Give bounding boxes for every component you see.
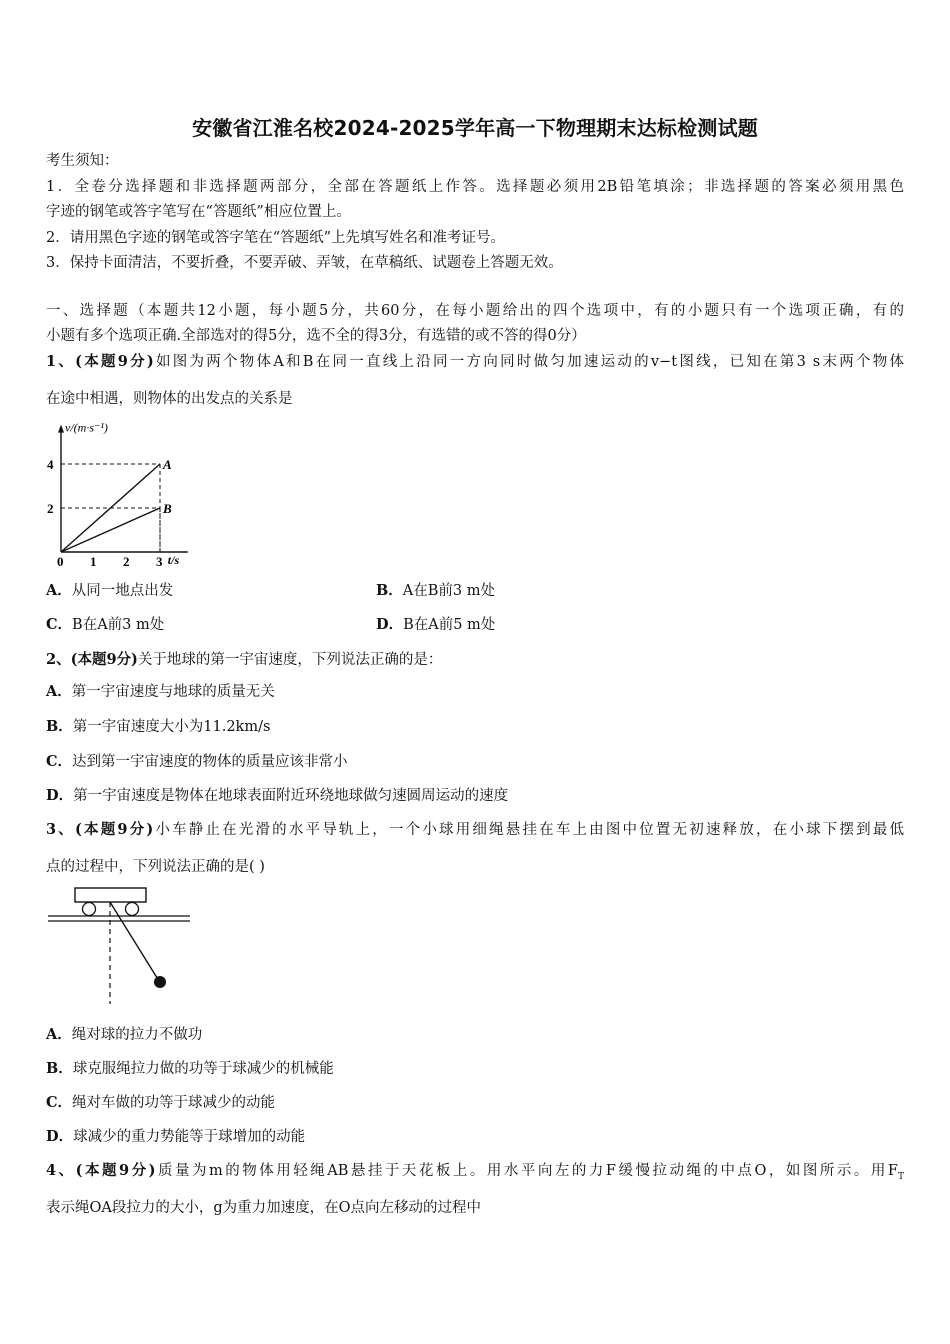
question-2-option-b[interactable]: B．第一宇宙速度大小为11.2km/s (46, 718, 271, 735)
question-2-option-d[interactable]: D．第一宇宙速度是物体在地球表面附近环绕地球做匀速圆周运动的速度 (46, 787, 509, 804)
question-1-option-c[interactable]: C．B在A前3 m处 (46, 616, 165, 633)
question-3-stem: 3、(本题9分)小车静止在光滑的水平导轨上，一个小球用细绳悬挂在车上由图中位置无初速释放，在小球下摆到最低 (46, 821, 905, 838)
question-1-stem (46, 352, 904, 372)
x-tick-label: 1 (90, 554, 97, 566)
section-heading: 一、选择题（本题共12小题，每小题5分，共60分，在每小题给出的四个选项中，有的小题只有一个选项正确，有的 (46, 303, 904, 319)
notice-item: 1．全卷分选择题和非选择题两部分，全部在答题纸上作答。选择题必须用2B铅笔填涂；非选择题的答案必须用黑色 (46, 179, 904, 195)
series-label: A (163, 457, 172, 472)
y-tick-label: 2 (47, 501, 54, 516)
question-3-option-d[interactable]: D．球减少的重力势能等于球增加的动能 (46, 1128, 306, 1145)
question-2-option-a[interactable]: A．第一宇宙速度与地球的质量无关 (46, 683, 275, 700)
cart-wheel (83, 903, 96, 916)
x-tick-label: 0 (57, 554, 64, 566)
y-tick-label: 4 (47, 457, 54, 472)
y-axis-arrow (58, 425, 64, 433)
page-title: 安徽省江淮名校2024-2025学年高一下物理期末达标检测试题 (192, 116, 758, 140)
question-score: (本题9分) (75, 353, 154, 370)
question-1-stem-cont: 在途中相遇，则物体的出发点的关系是 (46, 391, 293, 407)
notice-item: 3．保持卡面清洁，不要折叠，不要弄破、弄皱，在草稿纸、试题卷上答题无效。 (46, 255, 563, 271)
series-line-B (61, 508, 160, 552)
question-1-option-a[interactable]: A．从同一地点出发 (46, 582, 174, 599)
x-axis-label: t/s (167, 553, 180, 566)
question-3-option-a[interactable]: A．绳对球的拉力不做功 (46, 1026, 203, 1043)
question-3-option-b[interactable]: B．球克服绳拉力做的功等于球减少的机械能 (46, 1060, 334, 1077)
notice-item: 字迹的钢笔或答字笔写在“答题纸”相应位置上。 (46, 204, 351, 220)
y-axis-label: v/(m·s⁻¹) (65, 420, 108, 435)
x-tick-label: 3 (156, 554, 163, 566)
question-number: 1、 (46, 353, 76, 370)
question-3-option-c[interactable]: C．绳对车做的功等于球减少的动能 (46, 1094, 276, 1111)
notice-item: 2．请用黑色字迹的钢笔或答字笔在“答题纸”上先填写姓名和准考证号。 (46, 230, 506, 246)
x-tick-label: 2 (123, 554, 130, 566)
question-3-stem-cont: 点的过程中，下列说法正确的是( ) (46, 859, 265, 875)
question-text: 如图为两个物体A和B在同一直线上沿同一方向同时做匀加速运动的v−t图线，已知在第3 s末两个物体 (153, 354, 904, 370)
section-heading-cont: 小题有多个选项正确.全部选对的得5分，选不全的得3分，有选错的或不答的得0分） (46, 328, 586, 344)
ball (154, 976, 166, 988)
pendulum-cart-figure (44, 884, 194, 1006)
vt-chart (40, 418, 220, 566)
question-1-option-d[interactable]: D．B在A前5 m处 (376, 616, 496, 633)
question-2-option-c[interactable]: C．达到第一宇宙速度的物体的质量应该非常小 (46, 753, 348, 770)
question-1-option-b[interactable]: B．A在B前3 m处 (376, 582, 495, 599)
cart-body (75, 888, 146, 902)
notice-heading: 考生须知： (46, 153, 119, 169)
cart-wheel (126, 903, 139, 916)
subscript: T (898, 1171, 905, 1182)
question-4-stem: 4、(本题9分)质量为m的物体用轻绳AB悬挂于天花板上。用水平向左的力F缓慢拉动绳的中点O，如图所示。用$F_T$ (46, 1162, 905, 1182)
question-2-stem: 2、(本题9分)关于地球的第一宇宙速度，下列说法正确的是： (46, 651, 443, 668)
question-4-stem-cont: 表示绳OA段拉力的大小，g为重力加速度，在O点向左移动的过程中 (46, 1200, 482, 1216)
series-label: B (163, 501, 172, 516)
